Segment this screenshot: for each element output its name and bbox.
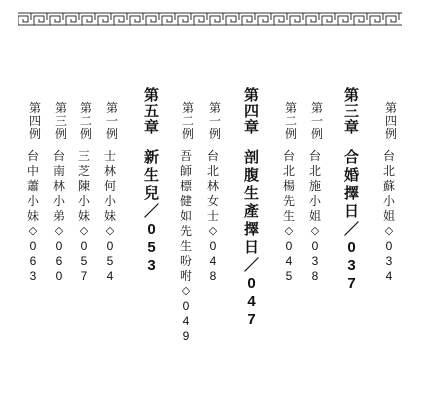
entry-shilin-little-he: 士 林 何 小 妹 ◇ 0 5 4 (104, 149, 117, 283)
example-label-ch2-4: 第 四 例 (385, 101, 398, 141)
entry-teacher-instruction: 吾 師 標 健 如 先 生 吩 咐 ◇ 0 4 9 (180, 149, 193, 343)
entry-sanzhi-little-chen: 三 芝 陳 小 妹 ◇ 0 5 7 (78, 149, 91, 283)
entry-taichung-little-xiao: 台 中 蕭 小 妹 ◇ 0 6 3 (27, 149, 40, 283)
example-label-ch3-2: 第 二 例 (285, 101, 298, 141)
example-label-ch4-2: 第 二 例 (182, 101, 195, 141)
example-label-ch5-4: 第 四 例 (29, 101, 42, 141)
example-label-ch5-2: 第 二 例 (80, 101, 93, 141)
entry-taipei-ms-lin: 台 北 林 女 士 ◇ 0 4 8 (207, 149, 220, 283)
fret-border-pattern (18, 13, 402, 25)
example-label-ch5-3: 第 三 例 (55, 101, 68, 141)
chapter-3-label: 第 三 章 (344, 86, 360, 136)
chapter-3-title: 合 婚 擇 日 ／ 0 3 7 (344, 148, 360, 292)
entry-taipei-miss-shi: 台 北 施 小 姐 ◇ 0 3 8 (309, 149, 322, 283)
chapter-5-title: 新 生 兒 ／ 0 5 3 (144, 148, 160, 274)
example-label-ch5-1: 第 一 例 (106, 101, 119, 141)
example-label-ch3-1: 第 一 例 (311, 101, 324, 141)
chapter-5-label: 第 五 章 (144, 86, 160, 136)
entry-tainan-little-lin: 台 南 林 小 弟 ◇ 0 6 0 (53, 149, 66, 283)
entry-taipei-mr-yang: 台 北 楊 先 生 ◇ 0 4 5 (283, 149, 296, 283)
chapter-4-label: 第 四 章 (244, 86, 260, 136)
decorative-fret-border (18, 11, 402, 27)
entry-taipei-miss-su: 台 北 蘇 小 姐 ◇ 0 3 4 (383, 149, 396, 283)
chapter-4-title: 剖 腹 生 產 擇 日 ／ 0 4 7 (244, 148, 260, 328)
example-label-ch4-1: 第 一 例 (209, 101, 222, 141)
